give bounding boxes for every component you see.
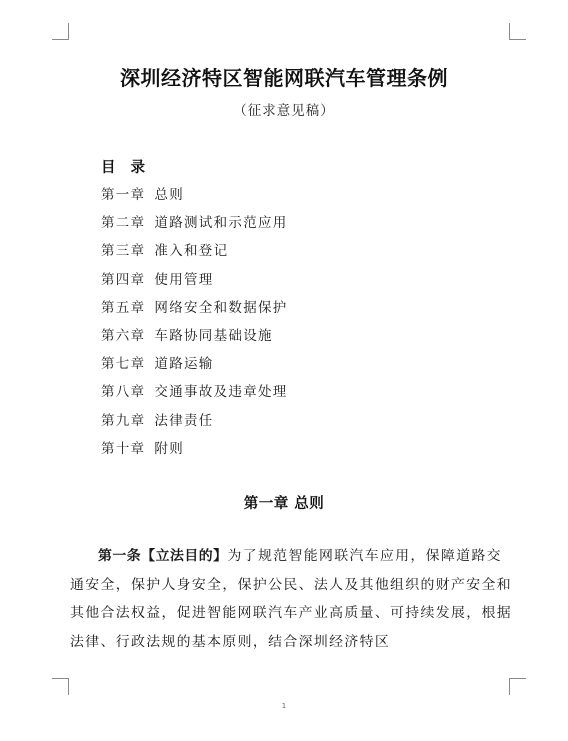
toc-item-chapter-9 [101, 410, 288, 438]
toc-chapter-number: 第六章 [101, 327, 146, 344]
chapter-heading: 第一章 总则 [243, 496, 325, 512]
toc-chapter-title: 交通事故及违章处理 [154, 384, 288, 401]
toc-chapter-number: 第八章 [101, 384, 146, 401]
toc-item-chapter-1 [101, 184, 288, 212]
toc-chapter-number: 第九章 [101, 412, 146, 429]
toc-chapter-number: 第四章 [101, 271, 146, 288]
page-number: 1 [281, 702, 287, 710]
document-title: 深圳经济特区智能网联汽车管理条例 [120, 66, 448, 90]
page-corner-mark-top-left [52, 23, 69, 40]
page-corner-mark-top-right [509, 23, 526, 40]
toc-chapter-title: 总则 [154, 187, 185, 203]
toc-chapter-number: 第三章 [101, 243, 146, 260]
toc-chapter-title: 道路测试和示范应用 [154, 215, 288, 232]
toc-chapter-title: 准入和登记 [154, 243, 229, 260]
toc-chapter-number: 第五章 [101, 299, 146, 316]
toc-item-chapter-5 [101, 297, 288, 325]
toc-chapter-title: 网络安全和数据保护 [154, 299, 288, 316]
toc-chapter-number: 第十章 [101, 440, 146, 457]
document-subtitle: （征求意见稿） [233, 103, 335, 119]
article-text: 为了规范智能网联汽车应用，保障道路交通安全，保护人身安全，保护公民、法人及其他组织的财产安全和其他合法权益，促进智能网联汽车产业高质量、可持续发展，根据法律、行政法规的基本原则，结合深圳经济特区 [70, 548, 512, 650]
toc-chapter-number: 第一章 [101, 187, 146, 203]
toc-item-chapter-3 [101, 240, 288, 268]
toc-item-chapter-4 [101, 269, 288, 297]
page-corner-mark-bottom-right [509, 678, 526, 695]
toc-chapter-title: 附则 [154, 440, 185, 457]
toc-item-chapter-10 [101, 438, 288, 466]
toc-chapter-number: 第二章 [101, 215, 146, 232]
toc-item-chapter-8 [101, 381, 288, 409]
toc-chapter-title: 使用管理 [154, 271, 214, 288]
article-label: 第一条【立法目的】 [98, 548, 228, 564]
toc-chapter-title: 道路运输 [154, 356, 214, 373]
toc-item-chapter-6 [101, 325, 288, 353]
toc-chapter-title: 法律责任 [154, 412, 214, 429]
page-corner-mark-bottom-left [52, 678, 69, 695]
toc-chapter-number: 第七章 [101, 356, 146, 373]
toc-item-chapter-2 [101, 212, 288, 240]
toc-chapter-title: 车路协同基础设施 [154, 327, 273, 344]
table-of-contents [101, 184, 288, 466]
toc-item-chapter-7 [101, 353, 288, 381]
article-paragraph [70, 542, 515, 656]
toc-heading: 目 录 [101, 160, 151, 176]
